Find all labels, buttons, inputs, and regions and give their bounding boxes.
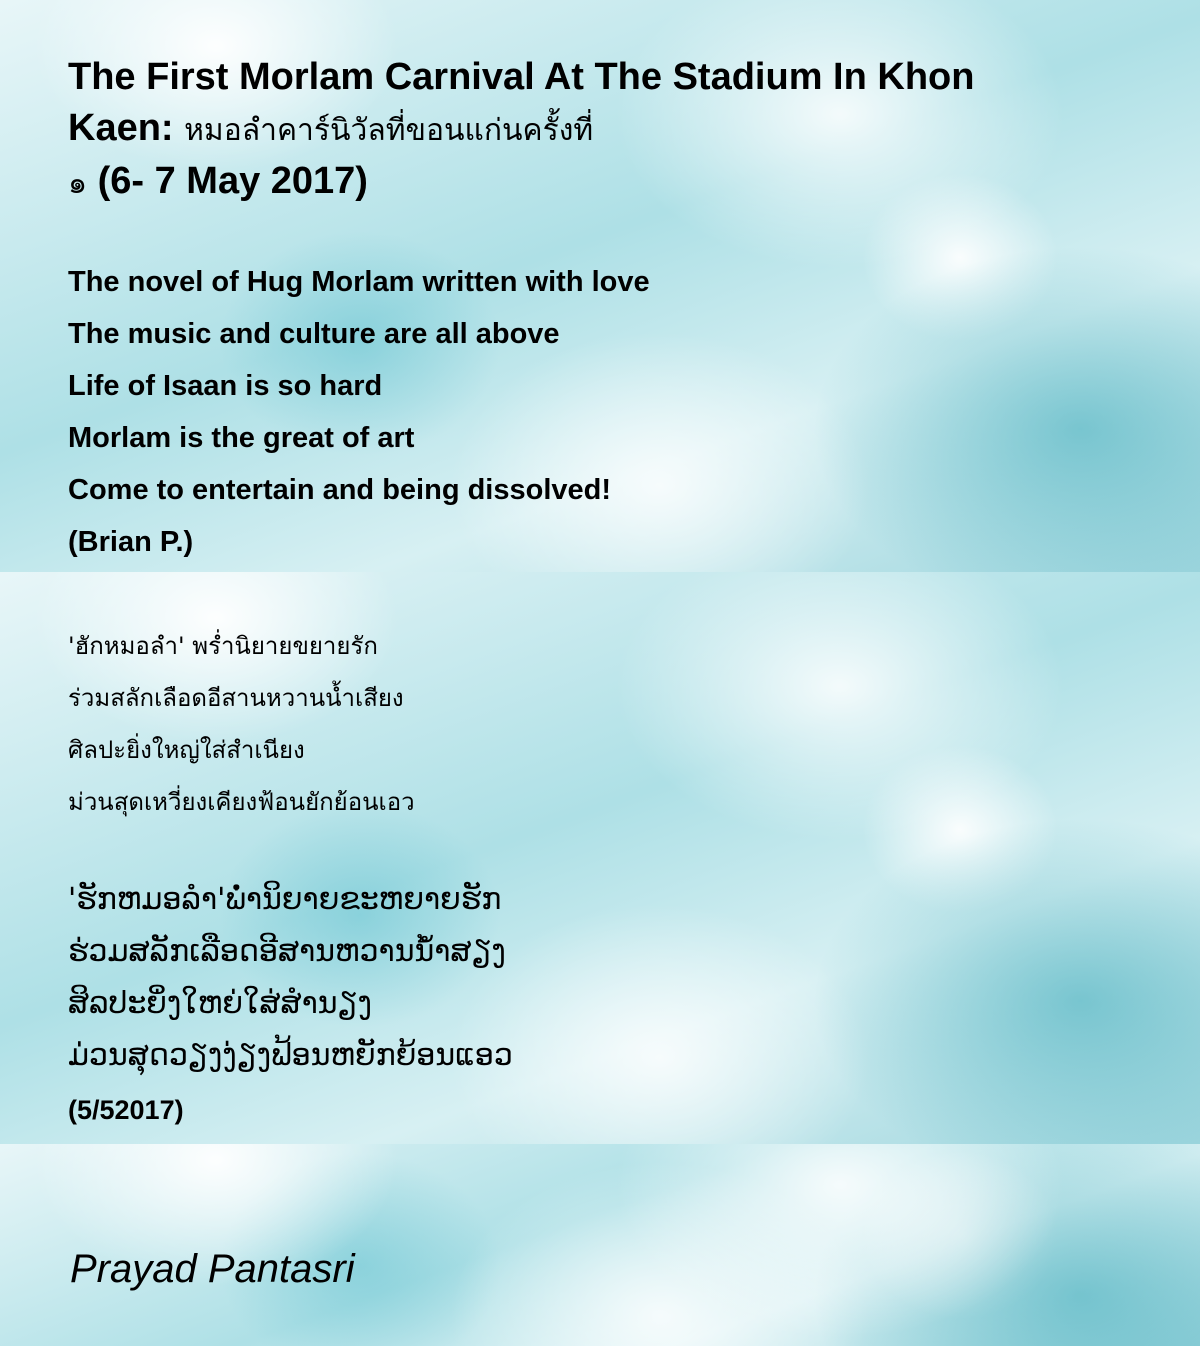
- translation-panel: [0, 572, 1200, 1144]
- title-date: (6- 7 May 2017): [87, 160, 368, 202]
- poem-line: The music and culture are all above: [68, 318, 560, 350]
- title-thai-numeral: ๑: [68, 166, 88, 201]
- poem-line: Come to entertain and being dissolved!: [68, 474, 612, 506]
- thai-poem: [68, 620, 415, 828]
- poem-line: 'ฮักหมอลำ' พร่ำนิยายขยายรัก: [68, 632, 378, 660]
- poem-line: Life of Isaan is so hard: [68, 370, 383, 402]
- poem-line: ສິລປະຍິ່ງໃຫຍ່ໃສ່ສຳນຽງ: [68, 986, 372, 1021]
- poem-line: ศิลปะยิ่งใหญ่ใส่สำเนียง: [68, 736, 305, 764]
- title-english: The First Morlam Carnival At The Stadium In Khon Kaen:: [68, 56, 975, 149]
- english-poem: [68, 256, 650, 568]
- poem-line: ມ່ວນສຸດວຽງງ່ຽງຟ້ອນຫຍັກຍ້ອນແອວ: [68, 1038, 513, 1073]
- poem-date: (5/52017): [68, 1095, 184, 1125]
- poem-line: ຮ່ວມສລັກເລືອດອີສານຫວານນ້ຳສຽງ: [68, 934, 506, 969]
- poem-signature: (Brian P.): [68, 526, 194, 558]
- lao-poem: [68, 874, 513, 1082]
- poem-line: 'ຮັກຫມອລຳ'ພ່ຳນິຍາຍຂະຫຍາຍຮັກ: [68, 882, 502, 917]
- poem-line: Morlam is the great of art: [68, 422, 415, 454]
- poem-line: The novel of Hug Morlam written with love: [68, 266, 650, 298]
- poem-line: ม่วนสุดเหวี่ยงเคียงฟ้อนยักย้อนเอว: [68, 788, 415, 816]
- poem-line: ร่วมสลักเลือดอีสานหวานน้ำเสียง: [68, 684, 404, 712]
- title-thai: หมอลำคาร์นิวัลที่ขอนแก่นครั้งที่: [184, 113, 594, 148]
- poem-title: [68, 52, 1028, 209]
- author-name: Prayad Pantasri: [70, 1247, 355, 1291]
- author-panel: [0, 1144, 1200, 1346]
- title-panel: [0, 0, 1200, 572]
